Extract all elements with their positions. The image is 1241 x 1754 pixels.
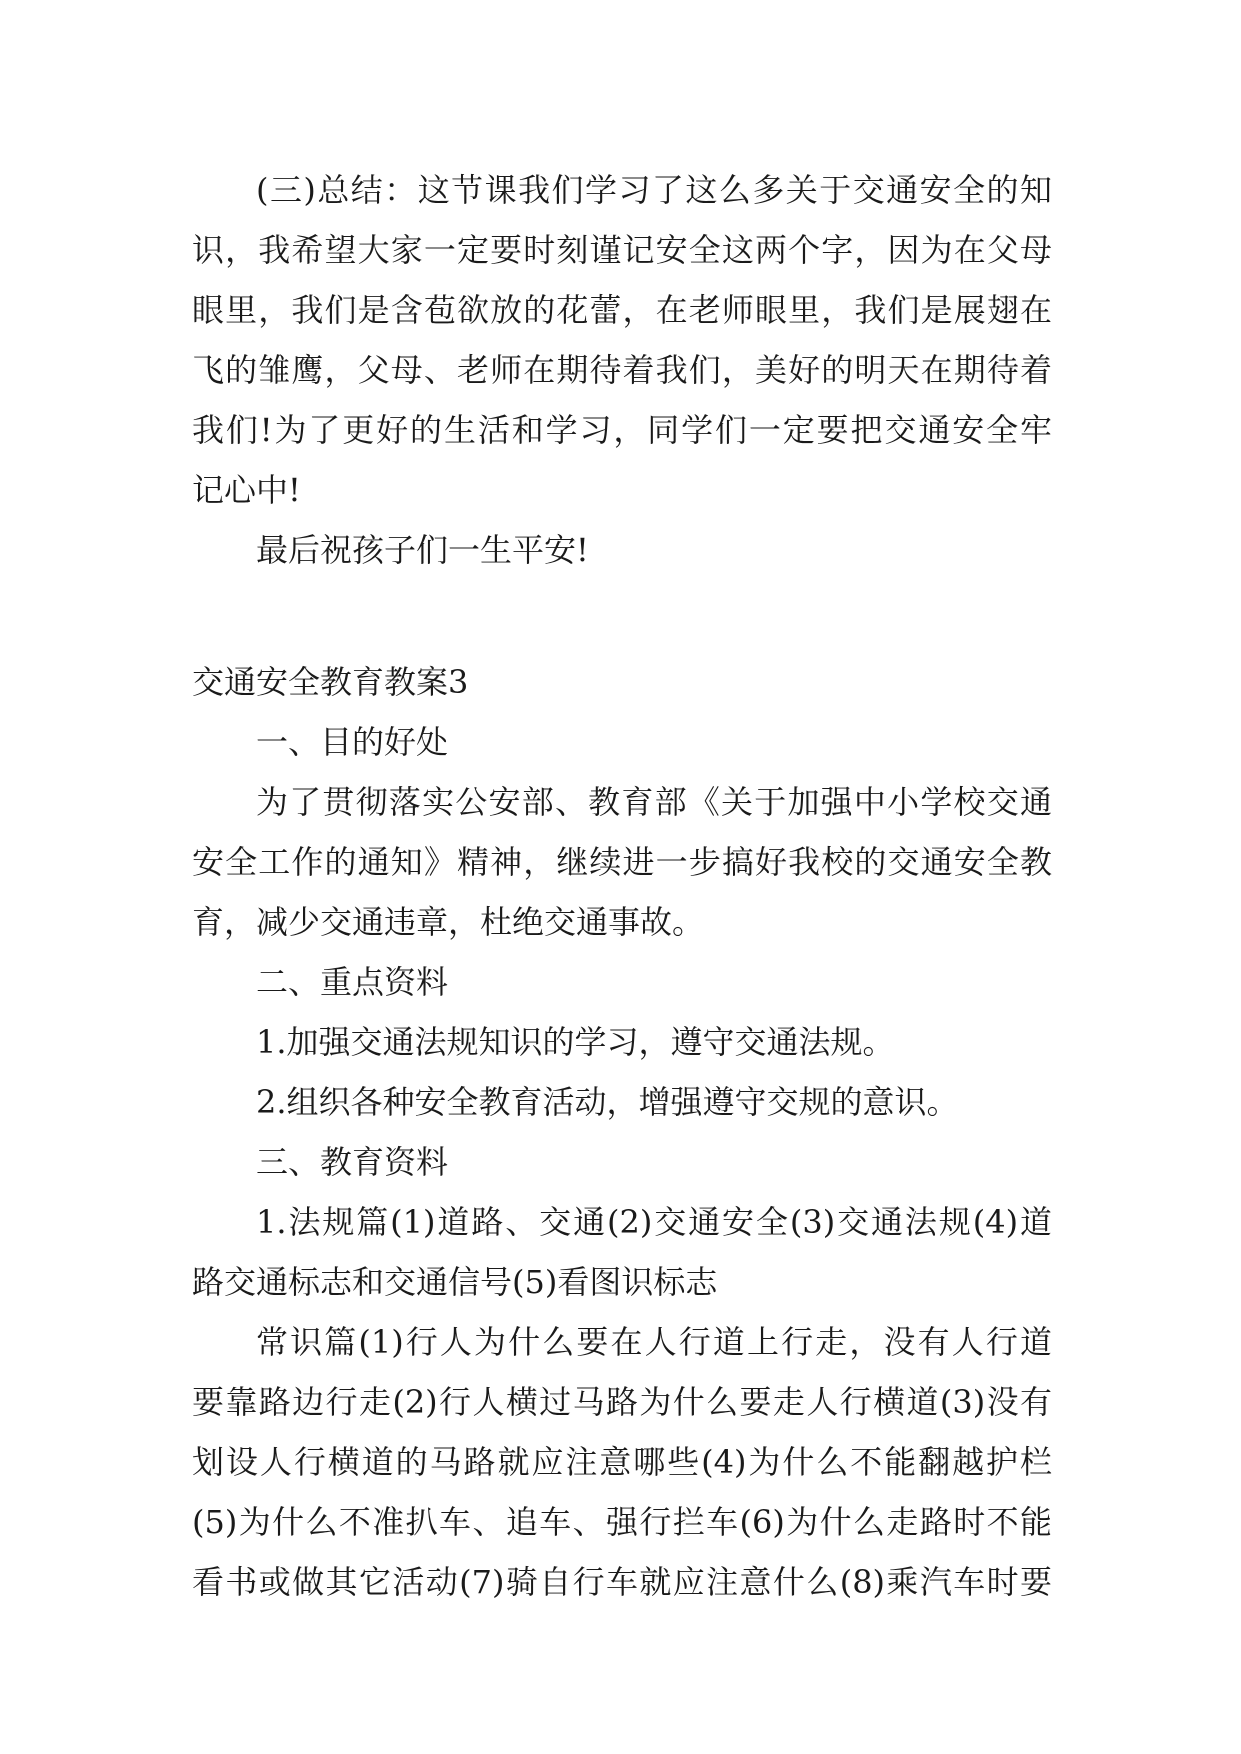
content-line-2: 路交通标志和交通信号(5)看图识标志 [192, 1263, 718, 1301]
key-item-2: 2.组织各种安全教育活动，增强遵守交规的意识。 [256, 1083, 959, 1121]
common-line-3: 划设人行横道的马路就应注意哪些(4)为什么不能翻越护栏 [192, 1443, 1052, 1481]
lesson-title: 交通安全教育教案3 [192, 663, 469, 701]
purpose-line-3: 育，减少交通违章，杜绝交通事故。 [192, 903, 705, 941]
summary-line-4: 飞的雏鹰，父母、老师在期待着我们，美好的明天在期待着 [192, 351, 1052, 389]
content-heading: 三、教育资料 [256, 1143, 449, 1181]
purpose-line-2: 安全工作的通知》精神，继续进一步搞好我校的交通安全教 [192, 843, 1052, 881]
common-line-2: 要靠路边行走(2)行人横过马路为什么要走人行横道(3)没有 [192, 1383, 1052, 1421]
common-line-4: (5)为什么不准扒车、追车、强行拦车(6)为什么走路时不能 [192, 1503, 1052, 1541]
key-item-1: 1.加强交通法规知识的学习，遵守交通法规。 [256, 1023, 895, 1061]
content-line-1: 1.法规篇(1)道路、交通(2)交通安全(3)交通法规(4)道 [256, 1203, 1052, 1241]
summary-line-2: 识，我希望大家一定要时刻谨记安全这两个字，因为在父母 [192, 231, 1052, 269]
document-page [192, 160, 1052, 1612]
purpose-line-1: 为了贯彻落实公安部、教育部《关于加强中小学校交通 [256, 783, 1052, 821]
key-heading: 二、重点资料 [256, 963, 449, 1001]
purpose-heading: 一、目的好处 [256, 723, 449, 761]
summary-line-1: (三)总结：这节课我们学习了这么多关于交通安全的知 [256, 171, 1052, 209]
common-line-1: 常识篇(1)行人为什么要在人行道上行走，没有人行道 [256, 1323, 1052, 1361]
common-line-5: 看书或做其它活动(7)骑自行车就应注意什么(8)乘汽车时要 [192, 1563, 1052, 1601]
summary-line-6: 记心中! [192, 471, 301, 509]
summary-line-5: 我们!为了更好的生活和学习，同学们一定要把交通安全牢 [192, 411, 1052, 449]
closing-line: 最后祝孩子们一生平安! [256, 531, 589, 569]
summary-line-3: 眼里，我们是含苞欲放的花蕾，在老师眼里，我们是展翅在 [192, 291, 1052, 329]
